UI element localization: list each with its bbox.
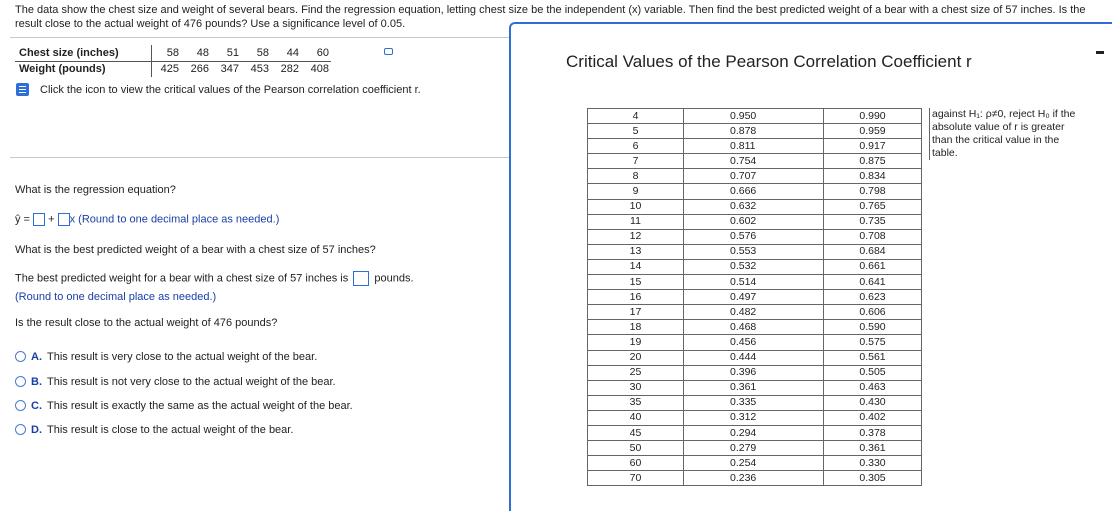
table-cell: 0.396 — [684, 365, 824, 380]
table-cell: 0.456 — [684, 335, 824, 350]
table-row — [588, 425, 922, 440]
table-cell: 6 — [588, 139, 684, 154]
question-close: Is the result close to the actual weight of 476 pounds? — [15, 317, 278, 329]
table-cell: 0.661 — [824, 259, 922, 274]
table-cell: 0.361 — [824, 441, 922, 456]
table-row — [588, 365, 922, 380]
table-cell: 0.279 — [684, 441, 824, 456]
rejection-note: against H₁: ρ≠0, reject H₀ if the absolute value of r is greater than the critical value in the table. — [929, 108, 1079, 160]
radio-icon[interactable] — [15, 400, 26, 411]
table-cell: 25 — [588, 365, 684, 380]
table-cell: 0.236 — [684, 471, 824, 486]
critical-values-popup — [509, 22, 1112, 511]
table-row — [15, 61, 331, 77]
table-cell: 0.834 — [824, 169, 922, 184]
critical-values-link-text: Click the icon to view the critical values of the Pearson correlation coefficient r. — [40, 84, 421, 96]
table-cell: 60 — [301, 45, 331, 61]
table-cell: 10 — [588, 199, 684, 214]
table-row — [588, 229, 922, 244]
table-cell: 0.707 — [684, 169, 824, 184]
answer-prefix: The best predicted weight for a bear with a chest size of 57 inches is — [15, 272, 349, 285]
table-cell: 17 — [588, 305, 684, 320]
table-row — [588, 410, 922, 425]
table-cell: 266 — [190, 63, 209, 76]
table-cell: 0.602 — [684, 214, 824, 229]
table-cell: 0.632 — [684, 199, 824, 214]
table-cell: 0.330 — [824, 456, 922, 471]
table-cell: 0.505 — [824, 365, 922, 380]
table-cell: 0.444 — [684, 350, 824, 365]
table-cell: 5 — [588, 124, 684, 139]
table-cell: 58 — [151, 45, 181, 61]
y-hat-label: ŷ = — [15, 213, 30, 226]
table-cell: 0.430 — [824, 395, 922, 410]
table-row — [588, 139, 922, 154]
table-cell: 14 — [588, 259, 684, 274]
table-cell: 0.606 — [824, 305, 922, 320]
table-cell: 0.684 — [824, 244, 922, 259]
table-cell: 50 — [588, 441, 684, 456]
table-row — [588, 214, 922, 229]
radio-icon[interactable] — [15, 424, 26, 435]
table-cell: 0.875 — [824, 154, 922, 169]
table-cell: 0.708 — [824, 229, 922, 244]
slope-input[interactable] — [58, 213, 70, 226]
table-cell: 8 — [588, 169, 684, 184]
table-row — [588, 124, 922, 139]
table-row — [588, 471, 922, 486]
table-cell: 453 — [250, 63, 269, 76]
predicted-weight-input[interactable] — [353, 271, 369, 286]
table-cell: 0.482 — [684, 305, 824, 320]
regression-equation — [15, 213, 279, 226]
table-cell: 0.402 — [824, 410, 922, 425]
table-row — [588, 456, 922, 471]
option-c[interactable]: C. This result is exactly the same as the actual weight of the bear. — [15, 400, 353, 412]
table-cell: 0.959 — [824, 124, 922, 139]
table-cell: 0.623 — [824, 290, 922, 305]
table-cell: 60 — [588, 456, 684, 471]
round-hint-2: (Round to one decimal place as needed.) — [15, 291, 217, 303]
table-cell: 0.990 — [824, 109, 922, 124]
table-cell: 0.312 — [684, 410, 824, 425]
table-row — [588, 380, 922, 395]
option-d[interactable]: D. This result is close to the actual weight of the bear. — [15, 424, 293, 436]
table-cell: 0.917 — [824, 139, 922, 154]
table-cell: 9 — [588, 184, 684, 199]
table-row — [588, 305, 922, 320]
table-row — [588, 109, 922, 124]
table-cell: 0.811 — [684, 139, 824, 154]
table-cell: 40 — [588, 410, 684, 425]
table-cell: 20 — [588, 350, 684, 365]
table-row — [588, 395, 922, 410]
table-row — [588, 441, 922, 456]
table-row — [588, 259, 922, 274]
table-cell: 425 — [160, 63, 179, 76]
table-cell: 30 — [588, 380, 684, 395]
table-row — [588, 154, 922, 169]
table-cell: 0.532 — [684, 259, 824, 274]
table-cell: 0.497 — [684, 290, 824, 305]
table-cell: 0.576 — [684, 229, 824, 244]
table-cell: 0.765 — [824, 199, 922, 214]
table-row — [588, 244, 922, 259]
table-cell: 0.305 — [824, 471, 922, 486]
table-cell: 0.666 — [684, 184, 824, 199]
minimize-icon[interactable] — [1096, 51, 1104, 54]
table-cell: 0.641 — [824, 275, 922, 290]
book-icon[interactable] — [16, 83, 29, 96]
weight-label: Weight (pounds) — [15, 61, 151, 77]
critical-values-table — [587, 108, 922, 486]
divider — [10, 157, 510, 158]
divider — [10, 37, 510, 38]
table-cell: 70 — [588, 471, 684, 486]
table-row — [588, 290, 922, 305]
table-row — [588, 335, 922, 350]
table-cell: 408 — [310, 63, 329, 76]
table-cell: 7 — [588, 154, 684, 169]
table-cell: 0.754 — [684, 154, 824, 169]
bear-data-table — [15, 45, 331, 77]
table-cell: 51 — [211, 45, 241, 61]
table-cell: 0.361 — [684, 380, 824, 395]
table-row — [588, 169, 922, 184]
question-regression: What is the regression equation? — [15, 184, 176, 196]
table-cell: 347 — [220, 63, 239, 76]
option-a[interactable]: A. This result is very close to the actual weight of the bear. — [15, 351, 317, 363]
popup-title: Critical Values of the Pearson Correlation Coefficient r — [566, 52, 972, 71]
table-cell: 0.294 — [684, 425, 824, 440]
table-cell: 0.463 — [824, 380, 922, 395]
table-cell: 13 — [588, 244, 684, 259]
option-b[interactable]: B. This result is not very close to the actual weight of the bear. — [15, 376, 336, 388]
table-row — [15, 45, 331, 61]
table-cell: 0.468 — [684, 320, 824, 335]
table-cell: 44 — [271, 45, 301, 61]
table-cell: 0.735 — [824, 214, 922, 229]
table-cell: 282 — [280, 63, 299, 76]
table-cell: 0.590 — [824, 320, 922, 335]
intercept-input[interactable] — [33, 213, 45, 226]
question-prediction: What is the best predicted weight of a bear with a chest size of 57 inches? — [15, 244, 376, 256]
table-cell: 0.878 — [684, 124, 824, 139]
problem-statement: The data show the chest size and weight of several bears. Find the regression equation, letting chest size be the independent (x) variable. Then find the best predicted weight of a bear with a chest size of 57 inches. Is the result close to the actual weight of 476 pounds? Use a significance level of 0.05. — [15, 4, 1086, 30]
chest-size-label: Chest size (inches) — [15, 45, 151, 61]
table-cell: 16 — [588, 290, 684, 305]
table-row — [588, 275, 922, 290]
table-row — [588, 320, 922, 335]
table-cell: 11 — [588, 214, 684, 229]
plus-sign: + — [48, 213, 55, 226]
table-cell: 0.254 — [684, 456, 824, 471]
table-cell: 4 — [588, 109, 684, 124]
table-cell: 45 — [588, 425, 684, 440]
radio-icon[interactable] — [15, 376, 26, 387]
table-cell: 19 — [588, 335, 684, 350]
table-cell: 0.378 — [824, 425, 922, 440]
table-cell: 0.514 — [684, 275, 824, 290]
table-cell: 48 — [181, 45, 211, 61]
table-cell: 0.575 — [824, 335, 922, 350]
table-cell: 12 — [588, 229, 684, 244]
table-cell: 0.561 — [824, 350, 922, 365]
copy-data-icon[interactable] — [384, 48, 393, 55]
answer-suffix: pounds. — [374, 272, 414, 285]
round-hint: x (Round to one decimal place as needed.) — [69, 213, 280, 226]
table-row — [588, 199, 922, 214]
answer-line — [15, 271, 414, 286]
table-cell: 0.798 — [824, 184, 922, 199]
table-cell: 0.950 — [684, 109, 824, 124]
table-cell: 0.335 — [684, 395, 824, 410]
table-row — [588, 350, 922, 365]
table-cell: 0.553 — [684, 244, 824, 259]
table-cell: 18 — [588, 320, 684, 335]
table-cell: 58 — [241, 45, 271, 61]
table-cell: 35 — [588, 395, 684, 410]
table-row — [588, 184, 922, 199]
radio-icon[interactable] — [15, 351, 26, 362]
table-cell: 15 — [588, 275, 684, 290]
